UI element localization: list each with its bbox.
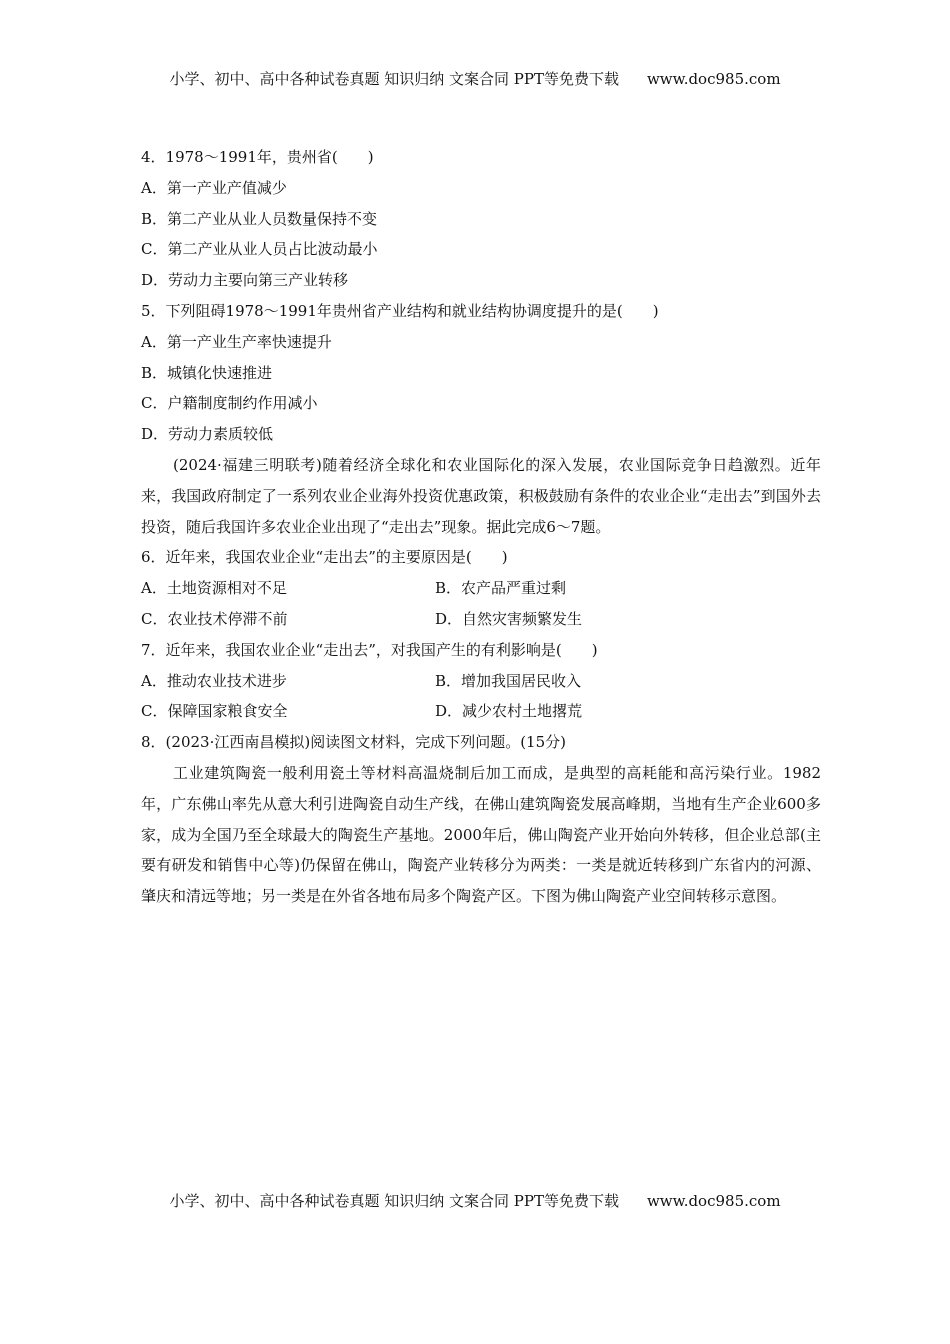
header-text: 小学、初中、高中各种试卷真题 知识归纳 文案合同 PPT等免费下载 bbox=[169, 70, 619, 88]
question-5-option-d: D．劳动力素质较低 bbox=[141, 425, 274, 444]
question-4-option-a: A．第一产业产值减少 bbox=[141, 178, 287, 197]
page-header bbox=[0, 68, 950, 89]
question-7-option-c: C．保障国家粮食安全 bbox=[141, 702, 288, 721]
question-5-stem: 5．下列阻碍1978～1991年贵州省产业结构和就业结构协调度提升的是( ) bbox=[141, 301, 659, 320]
question-7-stem: 7．近年来，我国农业企业“走出去”，对我国产生的有利影响是( ) bbox=[141, 640, 598, 659]
header-url: www.doc985.com bbox=[646, 70, 781, 88]
question-6-option-c: C．农业技术停滞不前 bbox=[141, 609, 288, 628]
question-6-option-b: B．农产品严重过剩 bbox=[435, 579, 567, 598]
question-6-option-a: A．土地资源相对不足 bbox=[141, 579, 287, 598]
question-5-option-b: B．城镇化快速推进 bbox=[141, 363, 273, 382]
question-7-option-a: A．推动农业技术进步 bbox=[141, 671, 287, 690]
question-7-option-d: D．减少农村土地撂荒 bbox=[435, 702, 583, 721]
question-6-option-d: D．自然灾害频繁发生 bbox=[435, 609, 583, 628]
question-6-stem: 6．近年来，我国农业企业“走出去”的主要原因是( ) bbox=[141, 548, 508, 567]
passage-ceramics: 工业建筑陶瓷一般利用瓷土等材料高温烧制后加工而成，是典型的高耗能和高污染行业。1982年，广东佛山率先从意大利引进陶瓷自动生产线，在佛山建筑陶瓷发展高峰期，当地有生产企业600多家，成为全国乃至全球最大的陶瓷生产基地。2000年后，佛山陶瓷产业开始向外转移，但企业总部(主要有研发和销售中心等)仍保留在佛山，陶瓷产业转移分为两类：一类是就近转移到广东省内的河源、肇庆和清远等地；另一类是在外省各地布局多个陶瓷产区。下图为佛山陶瓷产业空间转移示意图。 bbox=[141, 763, 821, 906]
passage-agriculture: (2024·福建三明联考)随着经济全球化和农业国际化的深入发展，农业国际竞争日趋激烈。近年来，我国政府制定了一系列农业企业海外投资优惠政策，积极鼓励有条件的农业企业“走出去”到国外去投资，随后我国许多农业企业出现了“走出去”现象。据此完成6～7题。 bbox=[141, 455, 821, 536]
question-4-option-b: B．第二产业从业人员数量保持不变 bbox=[141, 209, 378, 228]
question-4-option-c: C．第二产业从业人员占比波动最小 bbox=[141, 240, 378, 259]
question-8-stem: 8．(2023·江西南昌模拟)阅读图文材料，完成下列问题。(15分) bbox=[141, 733, 566, 752]
question-4-stem: 4．1978～1991年，贵州省( ) bbox=[141, 148, 374, 166]
question-4-option-d: D．劳动力主要向第三产业转移 bbox=[141, 271, 349, 290]
question-6-options-row-1 bbox=[141, 573, 821, 604]
question-7-option-b: B．增加我国居民收入 bbox=[435, 671, 582, 690]
page-footer bbox=[0, 1190, 950, 1211]
footer-url: www.doc985.com bbox=[646, 1192, 781, 1210]
footer-text: 小学、初中、高中各种试卷真题 知识归纳 文案合同 PPT等免费下载 bbox=[169, 1192, 619, 1210]
question-5-option-c: C．户籍制度制约作用减小 bbox=[141, 394, 318, 413]
question-6-options-row-2 bbox=[141, 604, 821, 635]
question-7-options-row-2 bbox=[141, 696, 821, 727]
question-5-option-a: A．第一产业生产率快速提升 bbox=[141, 332, 332, 351]
question-7-options-row-1 bbox=[141, 666, 821, 697]
document-body bbox=[141, 142, 821, 912]
